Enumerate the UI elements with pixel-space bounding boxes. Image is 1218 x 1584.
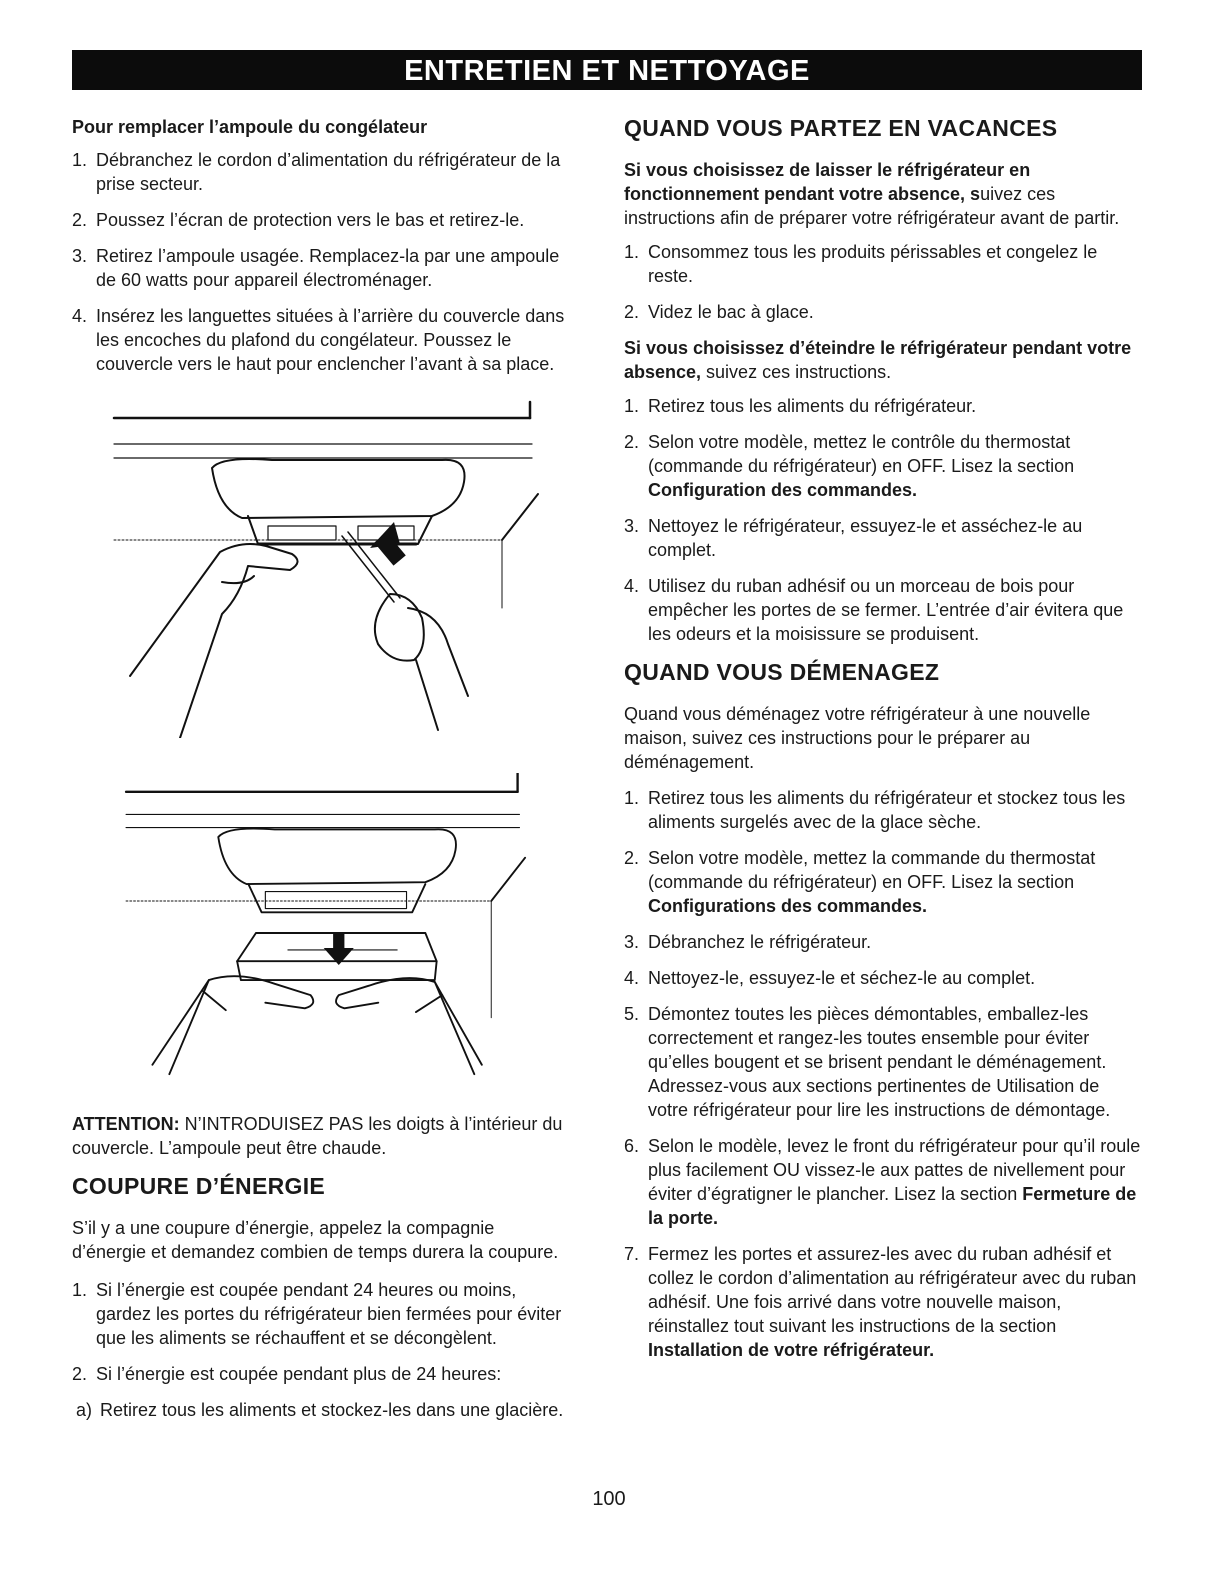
list-item: 4. Nettoyez-le, essuyez-le et séchez-le au complet. — [624, 968, 1036, 988]
list-item: 3. Nettoyez le réfrigérateur, essuyez-le et asséchez-le au complet. — [624, 516, 1083, 560]
vacation-intro-off: Si vous choisissez d’éteindre le réfrigérateur pendant votre absence, suivez ces instructions. — [624, 338, 1132, 382]
section-title-banner: ENTRETIEN ET NETTOYAGE — [72, 50, 1142, 90]
attention-label: ATTENTION: — [72, 1114, 180, 1134]
list-item: a) Retirez tous les aliments et stockez-les dans une glacière. — [76, 1400, 564, 1420]
list-item: 2. Selon votre modèle, mettez le contrôle du thermostat (commande du réfrigérateur) en OFF. Lisez la section Configuration des commandes. — [624, 432, 1075, 500]
power-outage-intro: S’il y a une coupure d’énergie, appelez la compagnie d’énergie et demandez combien de temps durera la coupure. — [72, 1218, 559, 1262]
list-item: 1. Consommez tous les produits périssables et congelez le reste. — [624, 242, 1098, 286]
list-item: 2. Si l’énergie est coupée pendant plus de 24 heures: — [72, 1364, 502, 1384]
vacation-intro-running: Si vous choisissez de laisser le réfrigérateur en fonctionnement pendant votre absence, suivez ces instructions afin de préparer votre réfrigérateur avant de partir. — [624, 160, 1120, 228]
list-item: 3. Débranchez le réfrigérateur. — [624, 932, 872, 952]
list-item: 5. Démontez toutes les pièces démontables, emballez-les correctement et rangez-les toutes ensemble pour éviter qu’elles bougent et se brisent pendant le déménagement. Adressez-vous aux sections pertinentes de Utilisation de votre réfrigérateur pour lire les instructions de démontage. — [624, 1004, 1111, 1120]
power-outage-steps — [72, 1278, 566, 1386]
moving-heading: QUAND VOUS DÉMENAGEZ — [624, 659, 940, 685]
power-outage-heading: COUPURE D’ÉNERGIE — [72, 1173, 326, 1199]
freezer-bulb-heading: Pour remplacer l’ampoule du congélateur — [72, 117, 428, 137]
list-item: 1. Retirez tous les aliments du réfrigérateur. — [624, 396, 977, 416]
attention-note: ATTENTION: N’INTRODUISEZ PAS les doigts à l’intérieur du couvercle. L’ampoule peut être chaude. — [72, 1114, 563, 1158]
left-column — [72, 106, 566, 1422]
list-item: 2. Poussez l’écran de protection vers le bas et retirez-le. — [72, 210, 525, 230]
list-item: 4. Utilisez du ruban adhésif ou un morceau de bois pour empêcher les portes de se fermer. L’entrée d’air évitera que les odeurs et la moisissure se produisent. — [624, 576, 1124, 644]
list-item: 7. Fermez les portes et assurez-les avec du ruban adhésif et collez le cordon d’alimentation au réfrigérateur avec du ruban adhésif. Une fois arrivé dans votre nouvelle maison, réinstallez tout suivant les instructions de la section Installation de votre réfrigérateur. — [624, 1244, 1137, 1360]
right-column — [624, 106, 1144, 1374]
vacation-off-steps — [624, 394, 1144, 646]
moving-intro: Quand vous déménagez votre réfrigérateur à une nouvelle maison, suivez ces instructions pour le préparer au déménagement. — [624, 704, 1091, 772]
list-item: 2. Videz le bac à glace. — [624, 302, 814, 322]
list-item: 1. Retirez tous les aliments du réfrigérateur et stockez tous les aliments surgelés avec de la glace sèche. — [624, 788, 1126, 832]
vacation-heading: QUAND VOUS PARTEZ EN VACANCES — [624, 115, 1058, 141]
freezer-bulb-steps — [72, 148, 566, 376]
illustration-remove-shield — [72, 398, 566, 738]
vacation-running-steps — [624, 240, 1144, 324]
list-item: 4. Insérez les languettes situées à l’arrière du couvercle dans les encoches du plafond du congélateur. Poussez le couvercle vers le haut pour enclencher l’avant à sa place. — [72, 306, 565, 374]
list-item: 1. Débranchez le cordon d’alimentation du réfrigérateur de la prise secteur. — [72, 150, 561, 194]
illustration-lower-shield — [72, 773, 566, 1093]
page-number: 100 — [592, 1488, 626, 1510]
moving-steps — [624, 786, 1144, 1362]
list-item: 3. Retirez l’ampoule usagée. Remplacez-la par une ampoule de 60 watts pour appareil électroménager. — [72, 246, 560, 290]
list-item: 6. Selon le modèle, levez le front du réfrigérateur pour qu’il roule plus facilement OU vissez-le aux pattes de nivellement pour éviter d’égratigner le plancher. Lisez la section Fermeture de la porte. — [624, 1136, 1141, 1228]
list-item: 2. Selon votre modèle, mettez la commande du thermostat (commande du réfrigérateur) en OFF. Lisez la section Configurations des commandes. — [624, 848, 1096, 916]
list-item: 1. Si l’énergie est coupée pendant 24 heures ou moins, gardez les portes du réfrigérateur bien fermées pour éviter que les aliments se réchauffent et se décongèlent. — [72, 1280, 562, 1348]
